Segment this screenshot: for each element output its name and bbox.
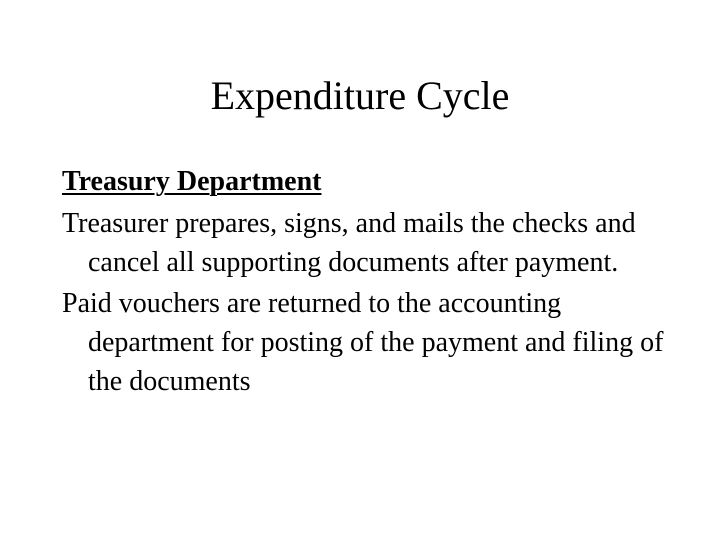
slide-title: Expenditure Cycle xyxy=(210,73,510,118)
paragraph-treasurer: Treasurer prepares, signs, and mails the checks and cancel all supporting documents after payment. xyxy=(62,208,636,278)
slide-body xyxy=(62,162,682,403)
paragraph-paid-vouchers: Paid vouchers are returned to the accounting department for posting of the payment and filing of the documents xyxy=(62,288,664,397)
section-heading: Treasury Department xyxy=(62,166,322,197)
